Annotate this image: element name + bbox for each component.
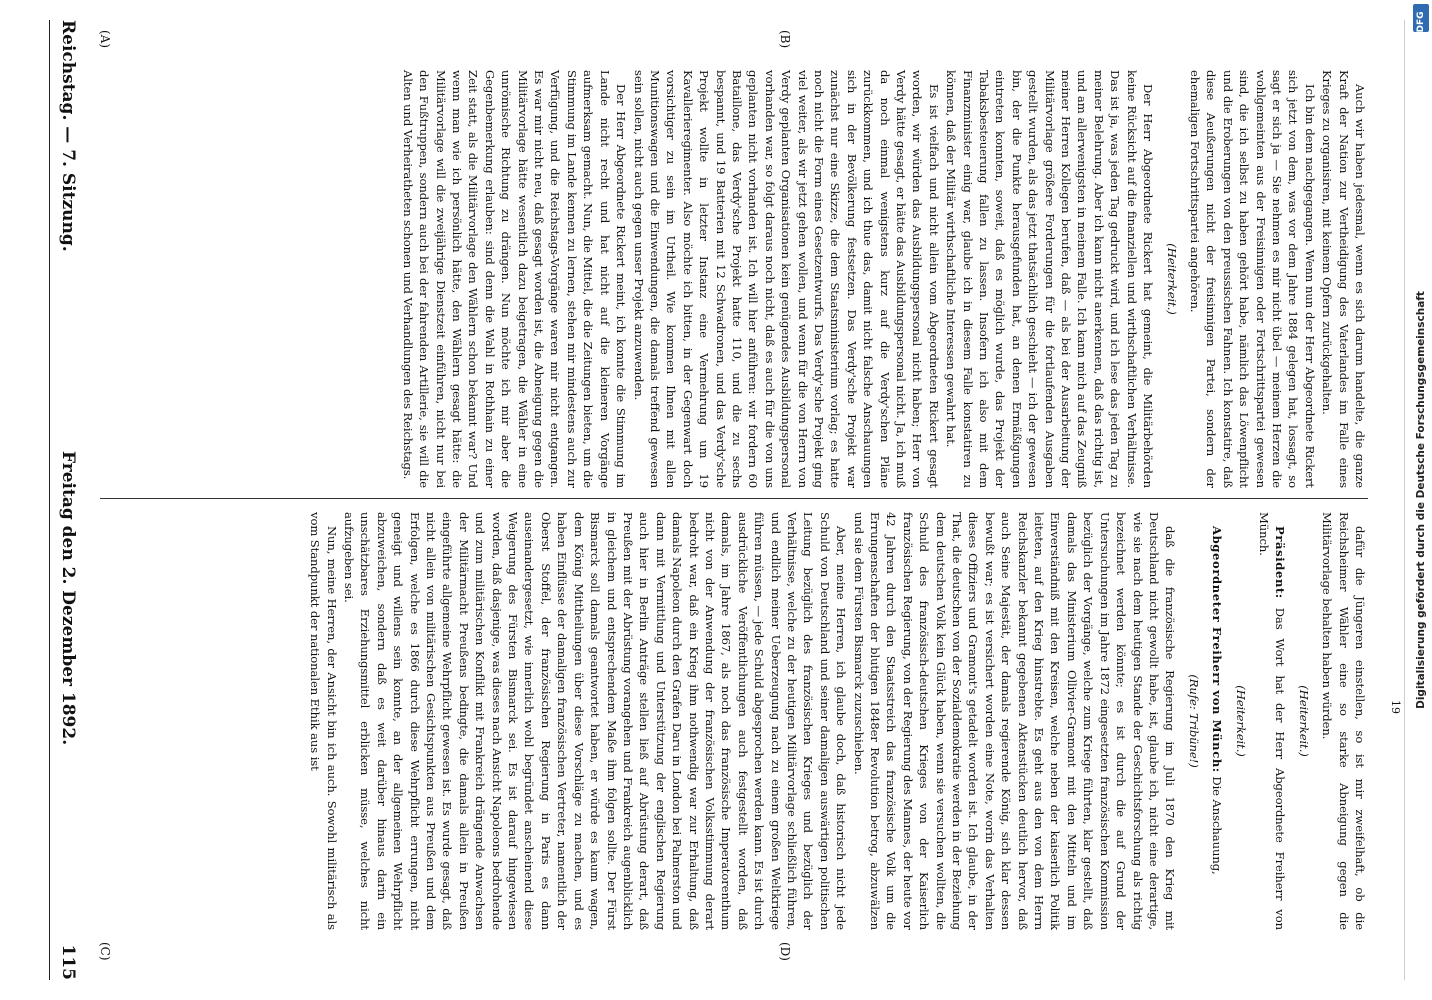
column-divider <box>100 498 1368 499</box>
right-paragraph: Nun, meine Herren, der Ansicht bin ich auch. Sowohl militärisch als vom Standpunkt der nationalen Ethik aus ist <box>308 512 339 930</box>
left-paragraph: Der Herr Abgeordnete Rickert hat gemeint, die Militärbehörden keine Rücksicht auf die finanziellen und wirthschaftlichen Verhältnisse. Das ist ja, was jeden Tag gedruckt wird, und ich lese das jeden Tag zu meiner Belehrung. Aber ich kann nicht anerkennen, daß das richtig ist, und am allerwenigsten in meinem Falle. Ich kann mich auf das Zeugniß meiner Herren Kollegen berufen, daß — als bei der Ausarbeitung der Militärvorlage größere Forderungen für die fortlaufenden Ausgaben gestellt wurden, als das jetzt thatsächlich geschieht — ich der gewesen bin, der die Punkte herausgefunden hat, an denen Ermäßigungen eintreten konnten, soweit, daß es möglich wurde, das Projekt der Tabaksbesteuerung fallen zu lassen. Insofern ich also mit dem Finanzminister einig war, glaube ich in diesem Falle konstatiren zu können, daß der Militär wirthschaftliche Interessen gewahrt hat. <box>944 70 1156 488</box>
left-paragraph: Es ist vielfach und nicht allein vom Abgeordneten Rickert gesagt worden, wir würden das Ausbildungspersonal nicht haben; Herr von Verdy hätte gesagt, er hätte das Ausbildungspersonal nicht. Ja, ich muß da noch einmal wenigstens kurz auf die Verdy'schen Pläne zurückkommen, und ich thue das, damit nicht falsche Anschauungen sich in der Bevölkerung festsetzen. Das Verdy'sche Projekt war zunächst nur eine Skizze, die dem Staatsministerium vorlag; es hatte noch nicht die Form eines Gesetzentwurfs. Das Verdy'sche Projekt ging viel weiter, als wir jetzt gehen wollen, und wenn für die von Herrn von Verdy geplanten Organisationen kein genügendes Ausbildungspersonal vorhanden war, so folgt daraus noch nicht, daß es auch für die von uns geplanten nicht vorhanden ist. Ich will hier anführen: wir fordern 60 Bataillone, das Verdy'sche Projekt hatte 110, und die zu sechs bespannt, und 19 Batterien mit 12 Schwadronen, und das Verdy'sche Projekt wollte in letzter Instanz eine Vermehrung um 19 Kavallerieregimenter. Also möchte ich bitten, in der Gegenwart doch vorsichtiger zu sein im Urtheil. Wie kommen Ihnen mit allen Munitionswagen und die Einwendungen, die damals treffend gewesen sein sollen, nicht auch gegen unser Projekt anzuwenden. <box>631 70 941 488</box>
right-paragraph: dafür die Jüngeren einstellen, so ist mir zweifelhaft, ob die Reichsheimer Wähler eine so starke Abneigung gegen die Militärvorlage behalten haben würden. <box>1320 512 1367 930</box>
dfg-logo-icon <box>1413 4 1429 32</box>
dfg-notice-text: Digitalisierung gefördert durch die Deutsche Forschungsgemeinschaft <box>1415 291 1427 709</box>
speaker-name: Abgeordneter Freiherr von Münch: <box>1210 526 1225 773</box>
right-column <box>100 512 1368 930</box>
dfg-notice <box>1412 0 1430 1000</box>
speaker-name: Präsident: <box>1273 526 1288 599</box>
dfg-badge-text: DFG <box>1416 11 1426 33</box>
margin-mark-a: (A) <box>98 30 112 49</box>
speech-text: Das Wort hat der Herr Abgeordnete Freiherr von Münch. <box>1256 512 1288 930</box>
margin-mark-b: (B) <box>778 30 792 49</box>
speech-text: Die Anschauung, <box>1210 772 1225 875</box>
right-interjection: (Heiterkeit.) <box>1296 685 1311 757</box>
right-paragraph: Aber, meine Herren, ich glaube doch, daß historisch nicht jede Schuld von Deutschland und seiner damaligen auswärtigen politischen Leitung bezüglich des französischen Krieges und bezüglich der Verhältnisse, welche zu der heutigen Militärvorlage schließlich führen, und endlich meiner Ueberzeugung nach zu einem großen Weltkriege führen müssen, — jede Schuld abgesprochen werden kann. Es ist durch ausdrückliche Veröffentlichungen auch festgestellt worden, daß damals, im Jahre 1867, als noch das französische Imperatorenthum nicht von der Anwendung der französischen Volksstimmung derart bedroht war, daß ein Krieg ihm nothwendig war zur Erhaltung, daß damals Napoleon durch den Grafen Daru in London bei Palmerston und dann mit Vermittlung und Unterstützung der englischen Regierung auch hier in Berlin Anträge stellen ließ auf Abrüstung derart, daß Preußen mit der Abrüstung vorangehen und Frankreich augenblicklich in gleichem und entsprechendem Maße ihm folgen sollte. Der Fürst Bismarck soll damals geantwortet haben, er würde es kaum wagen, dem König Mittheilungen über diese Vorschläge zu machen, und es haben Einflüsse der damaligen französischen Vertreter, namentlich der Oberst Stoffel, der französischen Regierung in Paris es dann auseinandergesetzt, wie innerlich wohl begründet anscheinend diese Weigerung des Fürsten Bismarck sei. Es ist darauf hingewiesen worden, daß dasjenige, was dieses nach Ansicht Napoleons bedrohende und zum militärischen Konflikt mit Frankreich drängende Anwachsen der Militärmacht Preußens bedingte, die damals allein in Preußen eingeführte allgemeine Wehrpflicht gewesen ist. Es wurde gesagt, daß nicht allein von militärischen Gesichtspunkten aus Preußen und dem Erfolgen, welche es 1866 durch diese Wehrpflicht errungen, nicht geneigt und willens sein konnte, an der allgemeinen Wehrpflicht abzuweichen, sondern daß es weit darüber hinaus darin ein unschätzbares Erziehungsmittel erblicken müsse, welches nicht aufzugeben sei. <box>342 512 849 930</box>
signature-mark: 19 <box>1389 700 1402 714</box>
scan-edge-line <box>1404 20 1405 980</box>
left-paragraph: Ich bin dem nachgegangen. Wenn nun der Herr Abgeordnete Rickert sich jetzt von dem, was vor dem Jahre 1884 gelegen hat, lossagt, so sagt er sich ja — Sie nehmen es mir nicht übel — meinem Herzen die wohlgemeinten aus der Freisinnigen oder Fortschrittspartei gewesen sind, die ich selbst zu haben gehört habe, nämlich das Löwenpflicht und die Eroberungen von den preussischen Fahnen. Ich konstatire, daß diese Aeußerungen nicht der freisinnigen Partei, sondern der ehemaligen Fortschrittspartei angehören. <box>1187 70 1317 488</box>
left-paragraph: Auch wir haben jedesmal, wenn es sich darum handelte, die ganze Kraft der Nation zur Vertheidigung des Vaterlandes im Falle eines Krieges zu organisiren, mit keinem Opfern zurückgehalten. <box>1320 70 1367 488</box>
page-header <box>49 20 86 980</box>
margin-mark-d: (D) <box>778 942 792 961</box>
left-column <box>100 70 1368 488</box>
left-interjection: (Heiterkeit.) <box>1164 243 1179 315</box>
left-paragraph: Der Herr Abgeordnete Rickert meint, ich konnte die Stimmung im Lande nicht recht und hat nicht auf die kleineren Vorgänge aufmerksam gemacht. Nun, die Mittel, die die Zeitungen bieten, um die Stimmung im Lande kennen zu lernen, stehen mir mindestens auch zur Verfügung, und die Reichstags-Vorgänge waren mir nicht entgangen. Es war mir nicht neu, daß gesagt worden ist, die Abneigung gegen die Militärvorlage hätte wesentlich dazu beigetragen, die Wähler in eine unrömische Richtung zu drängen. Nun möchte ich mir aber die Gegenbemerkung erlauben: sind denn die Wahl in Rothhain zu einer Zeit statt, als die Militärvorlage den Wählern schon bekannt war? Und wenn man wie ich persönlich hätte, den Wählern gesagt hätte: die Militärvorlage will die zweijährige Dienstzeit einführen, nicht nur bei den Fußtruppen, sondern auch bei der fahrenden Artillerie, sie will die Alten und Verheiratheten schonen und Verhandlungen des Reichstags. <box>400 70 629 488</box>
header-left: Reichstag. — 7. Sitzung. <box>58 20 78 252</box>
speaker-intro <box>1209 512 1225 930</box>
president-speech <box>1256 512 1289 930</box>
right-interjection: (Rufe: Tribüne!) <box>1186 674 1201 768</box>
right-interjection: (Heiterkeit.) <box>1233 685 1248 757</box>
header-date: Freitag den 2. Dezember 1892. <box>58 450 78 746</box>
page-number: 115 <box>58 944 78 980</box>
margin-mark-c: (C) <box>98 942 112 961</box>
right-paragraph: daß die französische Regierung im Juli 1870 den Krieg mit Deutschland nicht gewollt habe, ist, glaube ich, nicht eine derartige, wie sie nach dem heutigen Stande der Geschichtsforschung als richtig bezeichnet werden könnte; es ist durch die auf Grund der Untersuchungen im Jahre 1872 eingesetzten französischen Kommission bezüglich der Vorgänge, welche zum Kriege führten, klar gestellt, daß damals das Ministerium Ollivier-Gramont mit den Mitteln und im Einverständniß mit den Kreisen, welche neben der kaiserlich Politik leiteten, auf den Krieg hinstrebte. Es geht aus den von dem Herrn Reichskanzler bekannt gegebenen Aktenstücken deutlich hervor, daß auch Seine Majestät, der damals regierende König, sich klar dessen bewußt war; es ist versichert worden eine Note, worin das Verhalten dieses Offiziers und Gramont's getadelt worden ist. Ich glaube, in der That, die deutschen von der Sozialdemokratie werden in der Beziehung dem deutschen Volk kein Glück haben, wenn sie versuchen wollten, die Schuld des französisch-deutschen Krieges von der Kaiserlich französischen Regierung, von der Regierung des Mannes, der heute vor 42 Jahren durch den Staatsstreich das französische Volk um die Errungenschaften der blutigen 1848er Revolution betrog, abzuwälzen und sie dem Fürsten Bismarck zuzuschieben. <box>851 512 1178 930</box>
